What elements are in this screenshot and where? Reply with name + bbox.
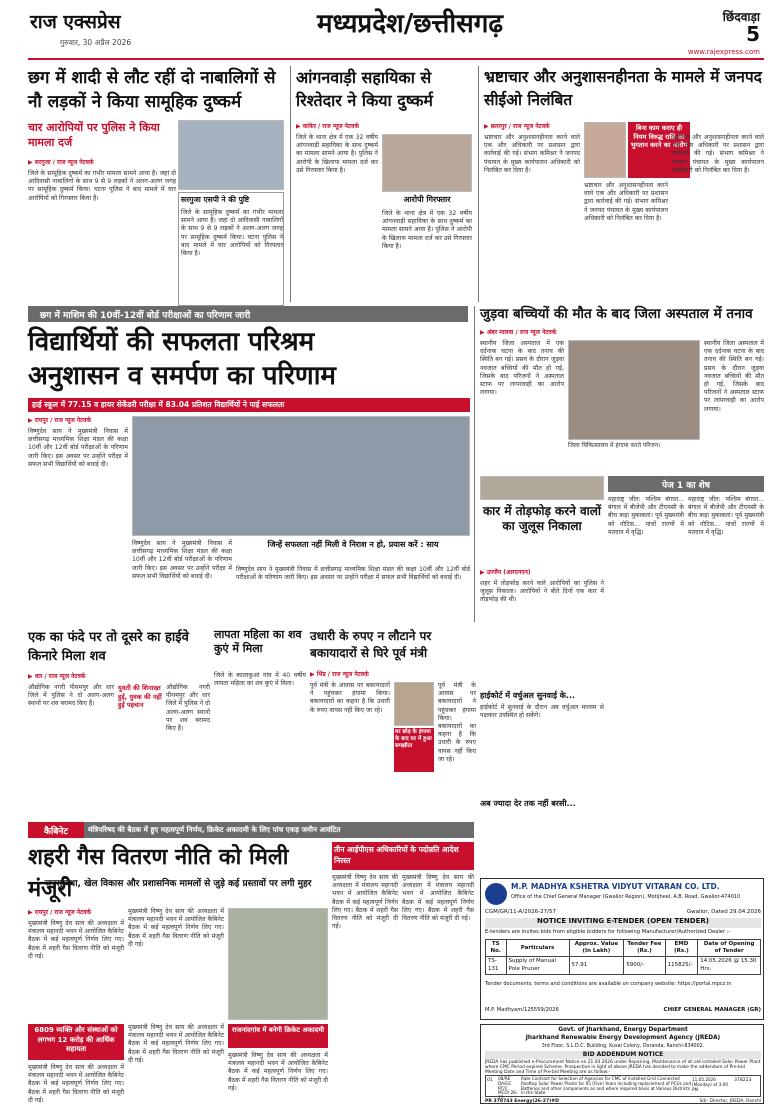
date-line: Gwalior, Dated 29.04.2026 bbox=[686, 909, 761, 915]
story-ceo-suspended bbox=[484, 66, 764, 306]
headline: हाईकोर्ट में वर्चुअल सुनवाई के... bbox=[480, 691, 576, 700]
table-row bbox=[486, 957, 761, 974]
footer-line: अब ज्यादा देर तक नहीं बरसी... bbox=[480, 799, 576, 808]
callout-text: बिना काम कराए ही नियम विरुद्ध राशि का भुगतान करने का आरोप bbox=[630, 124, 688, 149]
ias-headline: तीन आईपीएस अधिकारियों के पदोन्नति आदेश निरस्त bbox=[334, 845, 459, 865]
ias-body-2: मुख्यमंत्री विष्णु देव साय की अध्यक्षता में मंत्रालय महानदी भवन में आयोजित कैबिनेट बैठक में कई महत्वपूर्ण निर्णय लिए गए। बैठक में शहरी गैस वितरण नीति को मंजूरी दी गई। bbox=[402, 874, 474, 923]
signer: Sd/- Director, JREDA, Ranchi bbox=[699, 1099, 761, 1104]
continued-header-text: पेज 1 का शेष bbox=[661, 481, 711, 491]
results-strip bbox=[28, 306, 468, 322]
headline: कार में तोड़फोड़ करने वालों का जुलूस निकाला bbox=[482, 504, 602, 533]
byline: ▶ उज्जैन (आरएनएन) bbox=[480, 569, 531, 576]
table-cell: 5900/- bbox=[624, 957, 665, 974]
story-body: हाईकोर्ट में सुनवाई के दौरान अब वर्चुअल माध्यम से पक्षकार उपस्थित हो सकेंगे। bbox=[480, 704, 604, 720]
story-body: जिले के सामूहिक दुष्कर्म का गंभीर मामला सामने आया है। जहां दो आदिवासी नाबालिगों के साथ 9 से 9 लड़कों ने अलग-अलग जगह पर सामूहिक दुष्कर्म किया। घटना पुलिस ने बाद मामले में चार आरोपियों को गिरफ्तार किया है। bbox=[28, 170, 176, 202]
tender-table bbox=[485, 939, 761, 975]
cricket-label bbox=[228, 1024, 328, 1048]
row-id: 378223 bbox=[734, 1078, 752, 1083]
ias-body: मुख्यमंत्री विष्णु देव साय की अध्यक्षता में मंत्रालय महानदी भवन में आयोजित कैबिनेट बैठक में कई महत्वपूर्ण निर्णय लिए गए। बैठक में शहरी गैस वितरण नीति को मंजूरी दी गई। bbox=[332, 874, 398, 931]
sp-box bbox=[178, 192, 284, 306]
agency-line: Jharkhand Renewable Energy Development Agency (JREDA) bbox=[525, 1035, 721, 1041]
story-body-2: मुख्यमंत्री विष्णु देव साय की अध्यक्षता में मंत्रालय महानदी भवन में आयोजित कैबिनेट बैठक में कई महत्वपूर्ण निर्णय लिए गए। बैठक में शहरी गैस वितरण नीति को मंजूरी दी गई। bbox=[28, 1064, 124, 1104]
photo-placeholder bbox=[132, 416, 470, 536]
lead-story bbox=[28, 326, 470, 626]
hospital-photo bbox=[568, 340, 700, 440]
table-header: Date of Opening of Tender bbox=[698, 940, 761, 957]
inset-text: युवती की शिनाख्त हुई, युवक की नहीं हुई पहचान bbox=[118, 684, 162, 709]
row-desc: Rate Contract for Selection of Agencies for CMC of installed Grid Connected Rooftop Solar Power Plants for 05 (Five) Years including replacement of PCUs and Batteries and other components as and where required basis at Various Districts in the State bbox=[521, 1076, 691, 1096]
cabinet-strip-text: मंत्रिपरिषद की बैठक में हुए महत्वपूर्ण निर्णय, क्रिकेट अकादमी के लिए पांच एकड़ जमीन आवंटित bbox=[88, 825, 341, 834]
red-strip-text: हाई स्कूल में 77.15 व हायर सेकेंडरी परीक्षा में 83.04 प्रतिशत विद्यार्थियों ने पाई सफलता bbox=[32, 400, 285, 409]
cm-photo bbox=[132, 416, 470, 536]
mp-tender-ad bbox=[480, 878, 764, 1020]
photo-placeholder bbox=[394, 682, 434, 726]
table-header: TS No. bbox=[486, 940, 507, 957]
headline: एक का फंदे पर तो दूसरे का हाईवे किनारे मिला शव bbox=[28, 630, 189, 664]
row-ref: 08/RE DA/GC RT/C MCO/ 26-27 bbox=[498, 1076, 518, 1101]
hc-story bbox=[480, 690, 604, 818]
headline-line-1: विद्यार्थियों की सफलता परिश्रम bbox=[28, 327, 315, 357]
table-cell: 14.05.2026 @ 15.30 Hrs. bbox=[698, 957, 761, 974]
edition-city: छिंदवाड़ा bbox=[722, 10, 760, 24]
table-cell: 115825/- bbox=[665, 957, 698, 974]
byline: ▶ भिंड / राज न्यूज नेटवर्क bbox=[310, 671, 369, 678]
ref-line: CGM/GR/11-A/2026-27/57 bbox=[485, 909, 556, 915]
subhead: चार आरोपियों पर पुलिस ने किया मामला दर्ज bbox=[28, 121, 160, 149]
row-no: 01 bbox=[487, 1078, 493, 1083]
footer-ref: M.P. Madhyam/125559/2026 bbox=[485, 1007, 559, 1013]
table-header: Tender Fee (Rs.) bbox=[624, 940, 665, 957]
byline: ▶ कांकेर / राज न्यूज नेटवर्क bbox=[296, 123, 359, 130]
byline: ▶ सरगुजा / राज न्यूज नेटवर्क bbox=[28, 159, 94, 166]
headline: जुड़वा बच्चियों की मौत के बाद जिला अस्पताल में तनाव bbox=[480, 306, 753, 322]
story-body-3: भ्रष्टाचार और अनुशासनहीनता करने वाले एक और अधिकारी पर प्रशासन द्वारा कार्रवाई की गई। संभाग कमिश्नर ने जनपद पंचायत के मुख्य कार्यपालन अधिकारी को निलंबित कर दिया है। bbox=[672, 134, 764, 174]
byline: ▶ छतरपुर / राज न्यूज नेटवर्क bbox=[484, 123, 550, 130]
story-ex-minister bbox=[310, 628, 476, 818]
signature: CHIEF GENERAL MANAGER (GR) bbox=[663, 1007, 761, 1013]
story-body: जिले के थाना क्षेत्र में एक 32 वर्षीय आंगनवाड़ी सहायिका के साथ दुष्कर्म का मामला सामने आया है। पुलिस ने आरोपी के खिलाफ मामला दर्ज कर उसे गिरफ्तार किया है। bbox=[296, 134, 378, 174]
notice-title: NOTICE INVITING E-TENDER (OPEN TENDER) bbox=[485, 918, 761, 928]
subhead: जनसुविधा, खेल विकास और प्रशासनिक मामलों से जुड़े कई प्रस्तावों पर लगी मुहर bbox=[44, 879, 312, 889]
arrest-photo bbox=[382, 134, 472, 192]
story-body-2: पूर्व मंत्री के आवास पर बकायादारों ने पहुंचकर हंगामा किया। बकायादारों का कहना है कि उधारी के रुपए वापस नहीं किए जा रहे। bbox=[438, 682, 476, 763]
red-box bbox=[28, 1024, 124, 1060]
byline: ▶ रायपुर / राज न्यूज नेटवर्क bbox=[28, 909, 92, 916]
story-body: मुख्यमंत्री विष्णु देव साय की अध्यक्षता में मंत्रालय महानदी भवन में आयोजित कैबिनेट बैठक में कई महत्वपूर्ण निर्णय लिए गए। बैठक में शहरी गैस वितरण नीति को मंजूरी दी गई। bbox=[28, 920, 124, 960]
police-photo bbox=[178, 120, 284, 190]
box-title: सरगुजा एसपी ने की पुष्टि bbox=[181, 195, 250, 204]
gov-line: Govt. of Jharkhand, Energy Department bbox=[558, 1027, 688, 1033]
column-divider bbox=[290, 66, 291, 302]
continued-body: महाराष्ट्र जीत: पश्चिम बंगाल... बंगाल में बीजेपी और टीएमसी के बीच कड़ा मुकाबला। पूर्व मुख्यमंत्री को नोटिस... पांचों राज्यों में मतदान में वृद्धि। bbox=[608, 496, 684, 536]
story-body-3: मुख्यमंत्री विष्णु देव साय की अध्यक्षता में मंत्रालय महानदी भवन में आयोजित कैबिनेट बैठक में कई महत्वपूर्ण निर्णय लिए गए। बैठक में शहरी गैस वितरण नीति को मंजूरी दी गई। bbox=[128, 908, 224, 948]
jreda-ad bbox=[480, 1024, 764, 1104]
row-date: 11.05.2026 (Monday) at 3.00 PM bbox=[692, 1077, 728, 1092]
cricket-label-text: राजनांदगांव में बनेगी क्रिकेट अकादमी bbox=[231, 1026, 325, 1034]
section-title: मध्यप्रदेश/छत्तीसगढ़ bbox=[317, 9, 503, 39]
story-body-2: स्थानीय जिला अस्पताल में एक दर्दनाक घटना के बाद तनाव की स्थिति बन गई। प्रसव के दौरान जुड़वा नवजात बच्चियों की मौत हो गई, जिसके बाद परिजनों ने अस्पताल स्टाफ पर लापरवाही का आरोप लगाया। bbox=[704, 340, 764, 413]
cabinet-label-text: कैबिनेट bbox=[44, 827, 68, 837]
photo-caption: जिला चिकित्सालय में हंगामा करते परिजन। bbox=[568, 442, 661, 449]
page-number: 5 bbox=[746, 22, 760, 46]
table-header: Particulars bbox=[506, 940, 569, 957]
photo-placeholder bbox=[568, 340, 700, 440]
story-body: जिले के कालाकुआं गांव में 40 वर्षीय लापता महिला का शव कुएं में मिला। bbox=[214, 672, 306, 688]
story-anganwadi bbox=[296, 66, 472, 306]
quote-headline: जिन्हें सफलता नहीं मिली वे निराश न हो, प्रयास करें : साय bbox=[267, 540, 439, 549]
story-body-3: विष्णुदेव साय ने मुख्यमंत्री निवास में छत्तीसगढ़ माध्यमिक शिक्षा मंडल की कक्षा 10वीं और 12वीं बोर्ड परीक्षाओं के परिणाम जारी किए। इस अवसर पर उन्होंने परीक्षा में सफल सभी विद्यार्थियों को बधाई दी। bbox=[236, 566, 470, 582]
headline: छग में शादी से लौट रहीं दो नाबालिगों से नौ लड़कों ने किया सामूहिक दुष्कर्म bbox=[28, 68, 276, 112]
story-body-2: औद्योगिक नगरी पीथमपुर और धार जिले में पुलिस ने दो अलग-अलग स्थानों पर शव बरामद किए हैं। bbox=[166, 684, 210, 733]
tod-phod-story bbox=[480, 476, 604, 688]
address-line: 3rd Floor, S.L.D.C. Building, Kusai Colony, Doranda, Ranchi-834002. bbox=[541, 1044, 705, 1049]
table-header: EMD (Rs.) bbox=[665, 940, 698, 957]
twins-story bbox=[480, 304, 764, 472]
photo-placeholder bbox=[480, 476, 604, 500]
story-gangrape bbox=[28, 66, 284, 306]
table-cell: 57.91 bbox=[569, 957, 624, 974]
pr-line: PR 378743 Energy(26-27)#D bbox=[485, 1099, 559, 1104]
strip-text: छग में माशिम की 10वीं-12वीं बोर्ड परीक्षाओं का परिणाम जारी bbox=[40, 311, 251, 321]
story-two-bodies bbox=[28, 628, 210, 818]
story-body-5: मुख्यमंत्री विष्णु देव साय की अध्यक्षता में मंत्रालय महानदी भवन में आयोजित कैबिनेट बैठक में कई महत्वपूर्ण निर्णय लिए गए। बैठक में शहरी गैस वितरण नीति को मंजूरी दी गई। bbox=[228, 1052, 329, 1092]
inset-box bbox=[118, 684, 162, 744]
story-body: स्थानीय जिला अस्पताल में एक दर्दनाक घटना के बाद तनाव की स्थिति बन गई। प्रसव के दौरान जुड़वा नवजात बच्चियों की मौत हो गई, जिसके बाद परिजनों ने अस्पताल स्टाफ पर लापरवाही का आरोप लगाया। bbox=[480, 340, 564, 397]
byline: ▶ रायपुर / राज न्यूज नेटवर्क bbox=[28, 417, 92, 424]
table-cell: Supply of Manual Pole Pruner bbox=[506, 957, 569, 974]
story-body: शहर में तोड़फोड़ करने वाले आरोपियों का पुलिस ने जुलूस निकाला। आरोपियों ने बीते दिनों एक कार में तोड़फोड़ की थी। bbox=[480, 580, 604, 604]
photo-placeholder bbox=[178, 120, 284, 190]
story-body-2: जिले के थाना क्षेत्र में एक 32 वर्षीय आंगनवाड़ी सहायिका के साथ दुष्कर्म का मामला सामने आया है। पुलिस ने आरोपी के खिलाफ मामला दर्ज कर उसे गिरफ्तार किया है। bbox=[382, 210, 472, 250]
photo-caption: आरोपी गिरफ्तार bbox=[403, 195, 451, 204]
page1-continued bbox=[608, 476, 764, 876]
cabinet-story bbox=[28, 842, 474, 1104]
red-strip bbox=[28, 398, 470, 412]
tender-table-wrap bbox=[485, 939, 761, 979]
date-line: गुरुवार, 30 अप्रैल 2026 bbox=[60, 38, 132, 47]
bid-row bbox=[485, 1075, 761, 1101]
office-line: Office of the Chief General Manager (Gwalior Region), Motijheel, A.B. Road, Gwalior-474010 bbox=[511, 894, 741, 900]
box-body: जिले के सामूहिक दुष्कर्म का गंभीर मामला सामने आया है। जहां दो आदिवासी नाबालिगों के साथ 9 से 9 लड़कों ने अलग-अलग जगह पर सामूहिक दुष्कर्म किया। घटना पुलिस ने बाद मामले में चार आरोपियों को गिरफ्तार किया है। bbox=[181, 209, 283, 258]
masthead bbox=[0, 0, 778, 60]
bid-body: JREDA has published e-Procurement Notice on 21.04.2026 under Repairing, Maintenance of all old installed Solar Power Plant where CMC Period expired Scheme. Prospective in light of above JREDA has decided to make the addendum of Pre-bid Meeting Date and Time of Pre-bid Meeting are as follow:- bbox=[485, 1060, 761, 1075]
story-body: पूर्व मंत्री के आवास पर बकायादारों ने पहुंचकर हंगामा किया। बकायादारों का कहना है कि उधारी के रुपए वापस नहीं किए जा रहे। bbox=[310, 682, 390, 714]
website[interactable]: www.rajexpress.com bbox=[687, 48, 760, 56]
cabinet-photo bbox=[228, 908, 328, 1020]
bid-title: BID ADDENDUM NOTICE bbox=[485, 1051, 761, 1059]
byline: ▶ धार / राज न्यूज नेटवर्क bbox=[28, 673, 86, 680]
headline: भ्रष्टाचार और अनुशासनहीनता के मामले में जनपद सीईओ निलंबित bbox=[484, 68, 762, 109]
story-body-4: मुख्यमंत्री विष्णु देव साय की अध्यक्षता में मंत्रालय महानदी भवन में आयोजित कैबिनेट बैठक में कई महत्वपूर्ण निर्णय लिए गए। बैठक में शहरी गैस वितरण नीति को मंजूरी दी गई। bbox=[128, 1024, 224, 1064]
tod-photo bbox=[480, 476, 604, 500]
continued-body-2: महाराष्ट्र जीत: पश्चिम बंगाल... बंगाल में बीजेपी और टीएमसी के बीच कड़ा मुकाबला। पूर्व मुख्यमंत्री को नोटिस... पांचों राज्यों में मतदान में वृद्धि। bbox=[688, 496, 764, 536]
table-cell: TS-131 bbox=[486, 957, 507, 974]
story-body: विष्णुदेव साय ने मुख्यमंत्री निवास में छत्तीसगढ़ माध्यमिक शिक्षा मंडल की कक्षा 10वीं और 12वीं बोर्ड परीक्षाओं के परिणाम जारी किए। इस अवसर पर उन्होंने परीक्षा में सफल सभी विद्यार्थियों को बधाई दी। bbox=[28, 428, 128, 468]
story-body-2: भ्रष्टाचार और अनुशासनहीनता करने वाले एक और अधिकारी पर प्रशासन द्वारा कार्रवाई की गई। संभाग कमिश्नर ने जनपद पंचायत के मुख्य कार्यपालन अधिकारी को निलंबित कर दिया है। bbox=[584, 182, 668, 222]
table-header-row bbox=[486, 940, 761, 957]
headline-line-2: अनुशासन व समर्पण का परिणाम bbox=[28, 361, 336, 391]
byline: ▶ अंबर मालवा / राज न्यूज नेटवर्क bbox=[480, 329, 557, 336]
company-name: M.P. MADHYA KSHETRA VIDYUT VITARAN CO. LTD. bbox=[511, 882, 720, 891]
story-body: औद्योगिक नगरी पीथमपुर और धार जिले में पुलिस ने दो अलग-अलग स्थानों पर शव बरामद किए हैं। bbox=[28, 684, 114, 708]
paper-name: राज एक्सप्रेस bbox=[30, 11, 121, 33]
table-header: Approx. Value (In Lakh) bbox=[569, 940, 624, 957]
continued-header bbox=[608, 476, 764, 492]
red-box-text: 6809 व्यक्ति और संस्थाओं को लगभग 12 करोड़ की आर्थिक सहायता bbox=[34, 1026, 118, 1053]
photo-placeholder bbox=[382, 134, 472, 192]
headline: लापता महिला का शव कुएं में मिला bbox=[214, 628, 302, 655]
masthead-rule bbox=[28, 58, 764, 60]
column-divider bbox=[474, 306, 475, 622]
headline: आंगनवाड़ी सहायिका से रिश्तेदार ने किया दुष्कर्म bbox=[296, 68, 433, 110]
story-body: भ्रष्टाचार और अनुशासनहीनता करने वाले एक और अधिकारी पर प्रशासन द्वारा कार्रवाई की गई। संभाग कमिश्नर ने जनपद पंचायत के मुख्य कार्यपालन अधिकारी को निलंबित कर दिया है। bbox=[484, 134, 580, 174]
story-missing-woman bbox=[214, 628, 306, 818]
cabinet-strip bbox=[28, 822, 474, 838]
photo-placeholder bbox=[584, 122, 626, 178]
ias-headline-box bbox=[332, 842, 474, 870]
photo-placeholder bbox=[228, 908, 328, 1020]
official-photo bbox=[584, 122, 626, 178]
headline: उधारी के रुपए न लौटाने पर बकायादारों से घिरे पूर्व मंत्री bbox=[310, 629, 432, 660]
caption-box bbox=[394, 728, 434, 772]
caption-text: घर छोड़ के हंगामा के बाद घर में हुआ समझौता bbox=[395, 729, 432, 749]
headline: शहरी गैस वितरण नीति को मिली मंजूरी bbox=[28, 845, 289, 902]
story-body-2: विष्णुदेव साय ने मुख्यमंत्री निवास में छत्तीसगढ़ माध्यमिक शिक्षा मंडल की कक्षा 10वीं और 12वीं बोर्ड परीक्षाओं के परिणाम जारी किए। इस अवसर पर उन्होंने परीक्षा में सफल सभी विद्यार्थियों को बधाई दी। bbox=[132, 540, 232, 580]
note-line: Tender documents, terms and conditions are available on company website: https://portal.mpcz.in bbox=[485, 981, 732, 987]
intro-line: E-tenders are invites bids from eligible bidders for following Manufacturer/Authorized Dealer :- bbox=[485, 929, 731, 935]
column-divider bbox=[478, 66, 479, 302]
company-logo bbox=[485, 883, 507, 905]
cabinet-label bbox=[28, 822, 84, 838]
minister-photo bbox=[394, 682, 434, 726]
ias-box bbox=[332, 842, 474, 1104]
